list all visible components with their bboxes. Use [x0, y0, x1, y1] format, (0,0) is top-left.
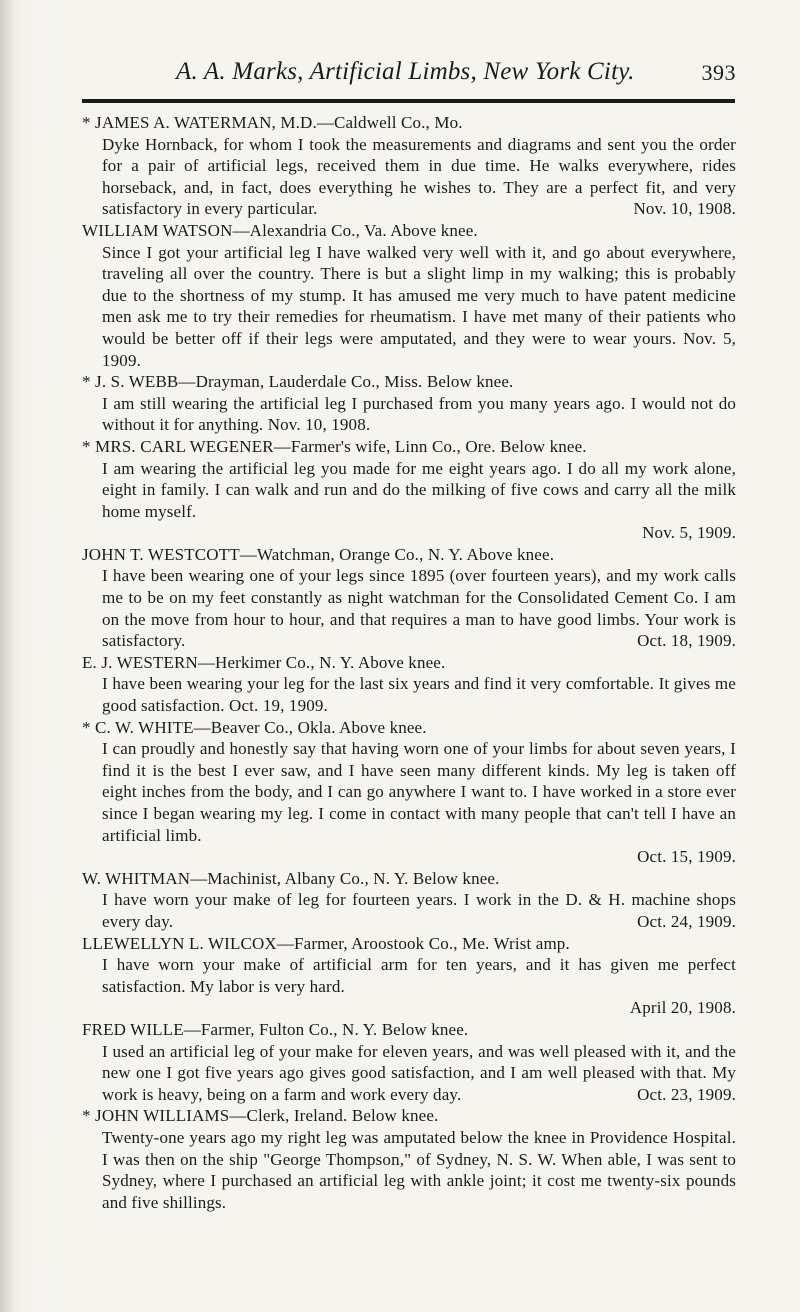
- testimonial-text: Twenty-one years ago my right leg was amputated below the knee in Providence Hospital. I was then on the ship "George Thompson," of Sydney, N. S. W. When able, I was sent to Sydney, where I purchased an artificial leg with ankle joint; it cost me twenty-six pounds and five shillings.: [102, 1127, 736, 1212]
- testimonial-date: Nov. 10, 1908.: [633, 199, 736, 219]
- testimonial-heading: E. J. WESTERN—Herkimer Co., N. Y. Above knee.: [82, 652, 446, 672]
- testimonial-date: Oct. 19, 1909.: [229, 696, 328, 716]
- testimonial-text: I can proudly and honestly say that having worn one of your limbs for about seven years, I find it is the best I ever saw, and I have seen many different kinds. My leg is taken off eight inches from the body, and I can go anywhere I want to. I have worked in a store ever since I began wearing my leg. I come in contact with many people that can't tell I have an artificial limb.: [102, 739, 736, 845]
- testimonial-entry: [82, 112, 736, 220]
- testimonial-entry: [82, 371, 736, 436]
- testimonial-date: Oct. 24, 1909.: [637, 911, 736, 931]
- testimonial-heading: * MRS. CARL WEGENER—Farmer's wife, Linn Co., Ore. Below knee.: [82, 436, 587, 456]
- header-rule: [82, 99, 735, 103]
- running-title: A. A. Marks, Artificial Limbs, New York City.: [176, 58, 635, 85]
- testimonial-heading: * C. W. WHITE—Beaver Co., Okla. Above knee.: [82, 717, 427, 737]
- testimonial-date: Nov. 5, 1909.: [642, 523, 736, 543]
- running-head: [176, 52, 736, 92]
- testimonial-heading: W. WHITMAN—Machinist, Albany Co., N. Y. Below knee.: [82, 868, 500, 888]
- testimonial-text: I have worn your make of artificial arm for ten years, and it has given me perfect satisfaction. My labor is very hard.: [102, 955, 736, 996]
- testimonial-heading: FRED WILLE—Farmer, Fulton Co., N. Y. Below knee.: [82, 1019, 469, 1039]
- testimonial-heading: LLEWELLYN L. WILCOX—Farmer, Aroostook Co., Me. Wrist amp.: [82, 933, 570, 953]
- testimonial-entry: [82, 220, 736, 371]
- testimonial-text: I am still wearing the artificial leg I purchased from you many years ago. I would not do without it for anything. Nov. 10, 1908.: [102, 393, 736, 435]
- testimonial-text: I am wearing the artificial leg you made for me eight years ago. I do all my work alone, eight in family. I can walk and run and do the milking of five cows and carry all the milk home myself.: [102, 458, 736, 521]
- testimonial-heading: JOHN T. WESTCOTT—Watchman, Orange Co., N. Y. Above knee.: [82, 544, 555, 564]
- testimonial-date: April 20, 1908.: [629, 998, 736, 1018]
- testimonial-heading: * JAMES A. WATERMAN, M.D.—Caldwell Co., Mo.: [82, 113, 463, 132]
- testimonial-text: I have been wearing one of your legs since 1895 (over fourteen years), and my work calls me to be on my feet constantly as night watchman for the Consolidated Cement Co. I am on the move from hour to hour, and that requires a man to have good limbs. Your work is satisfactory. Oct. 18, 1909.: [102, 566, 736, 651]
- testimonial-entry: [82, 933, 736, 1019]
- testimonial-date: Oct. 18, 1909.: [637, 631, 736, 651]
- page-gutter-shadow: [0, 0, 14, 1312]
- testimonial-text: Dyke Hornback, for whom I took the measurements and diagrams and sent you the order for a pair of artificial legs, received them in due time. He walks everywhere, rides horseback, and, in fact, does everything he wishes to. They are a perfect fit, and very satisfactory in every particular. Nov. 10, 1908.: [102, 134, 736, 219]
- testimonial-entry: [82, 544, 736, 652]
- testimonial-text: I have worn your make of leg for fourteen years. I work in the D. & H. machine shops every day. Oct. 24, 1909.: [102, 890, 736, 931]
- testimonial-heading: WILLIAM WATSON—Alexandria Co., Va. Above knee.: [82, 220, 478, 240]
- testimonial-date: Nov. 5, 1909.: [102, 328, 736, 370]
- testimonial-entry: [82, 1105, 736, 1213]
- testimonial-entry: [82, 1019, 736, 1105]
- page-number: 393: [701, 60, 736, 85]
- testimonial-date: Oct. 23, 1909.: [637, 1084, 736, 1104]
- testimonial-entry: [82, 868, 736, 933]
- testimonial-entry: [82, 652, 736, 717]
- testimonial-text: I have been wearing your leg for the last six years and find it very comfortable. It gives me good satisfaction. Oct. 19, 1909.: [102, 674, 736, 716]
- testimonial-heading: * J. S. WEBB—Drayman, Lauderdale Co., Miss. Below knee.: [82, 372, 514, 392]
- testimonial-entry: [82, 717, 736, 868]
- testimonial-heading: * JOHN WILLIAMS—Clerk, Ireland. Below knee.: [82, 1106, 439, 1126]
- testimonial-text: Since I got your artificial leg I have walked very well with it, and go about everywhere, traveling all over the country. There is but a slight limp in my walking; this is probably due to the shortness of my stump. It has amused me very much to have patent medicine men ask me to try their remedies for rheumatism. I have met many of their patients who would be better off if their legs were amputated, and they were to wear yours. Nov. 5, 1909.: [102, 242, 736, 370]
- testimonial-date: Nov. 10, 1908.: [267, 415, 371, 435]
- testimonial-entry: [82, 436, 736, 544]
- testimonial-text: I used an artificial leg of your make for eleven years, and was well pleased with it, and the new one I got five years ago gives good satisfaction, and I am well pleased with that. My work is heavy, being on a farm and work every day. Oct. 23, 1909.: [102, 1041, 736, 1104]
- testimonial-date: Oct. 15, 1909.: [637, 847, 736, 867]
- testimonials-column: [82, 112, 736, 1213]
